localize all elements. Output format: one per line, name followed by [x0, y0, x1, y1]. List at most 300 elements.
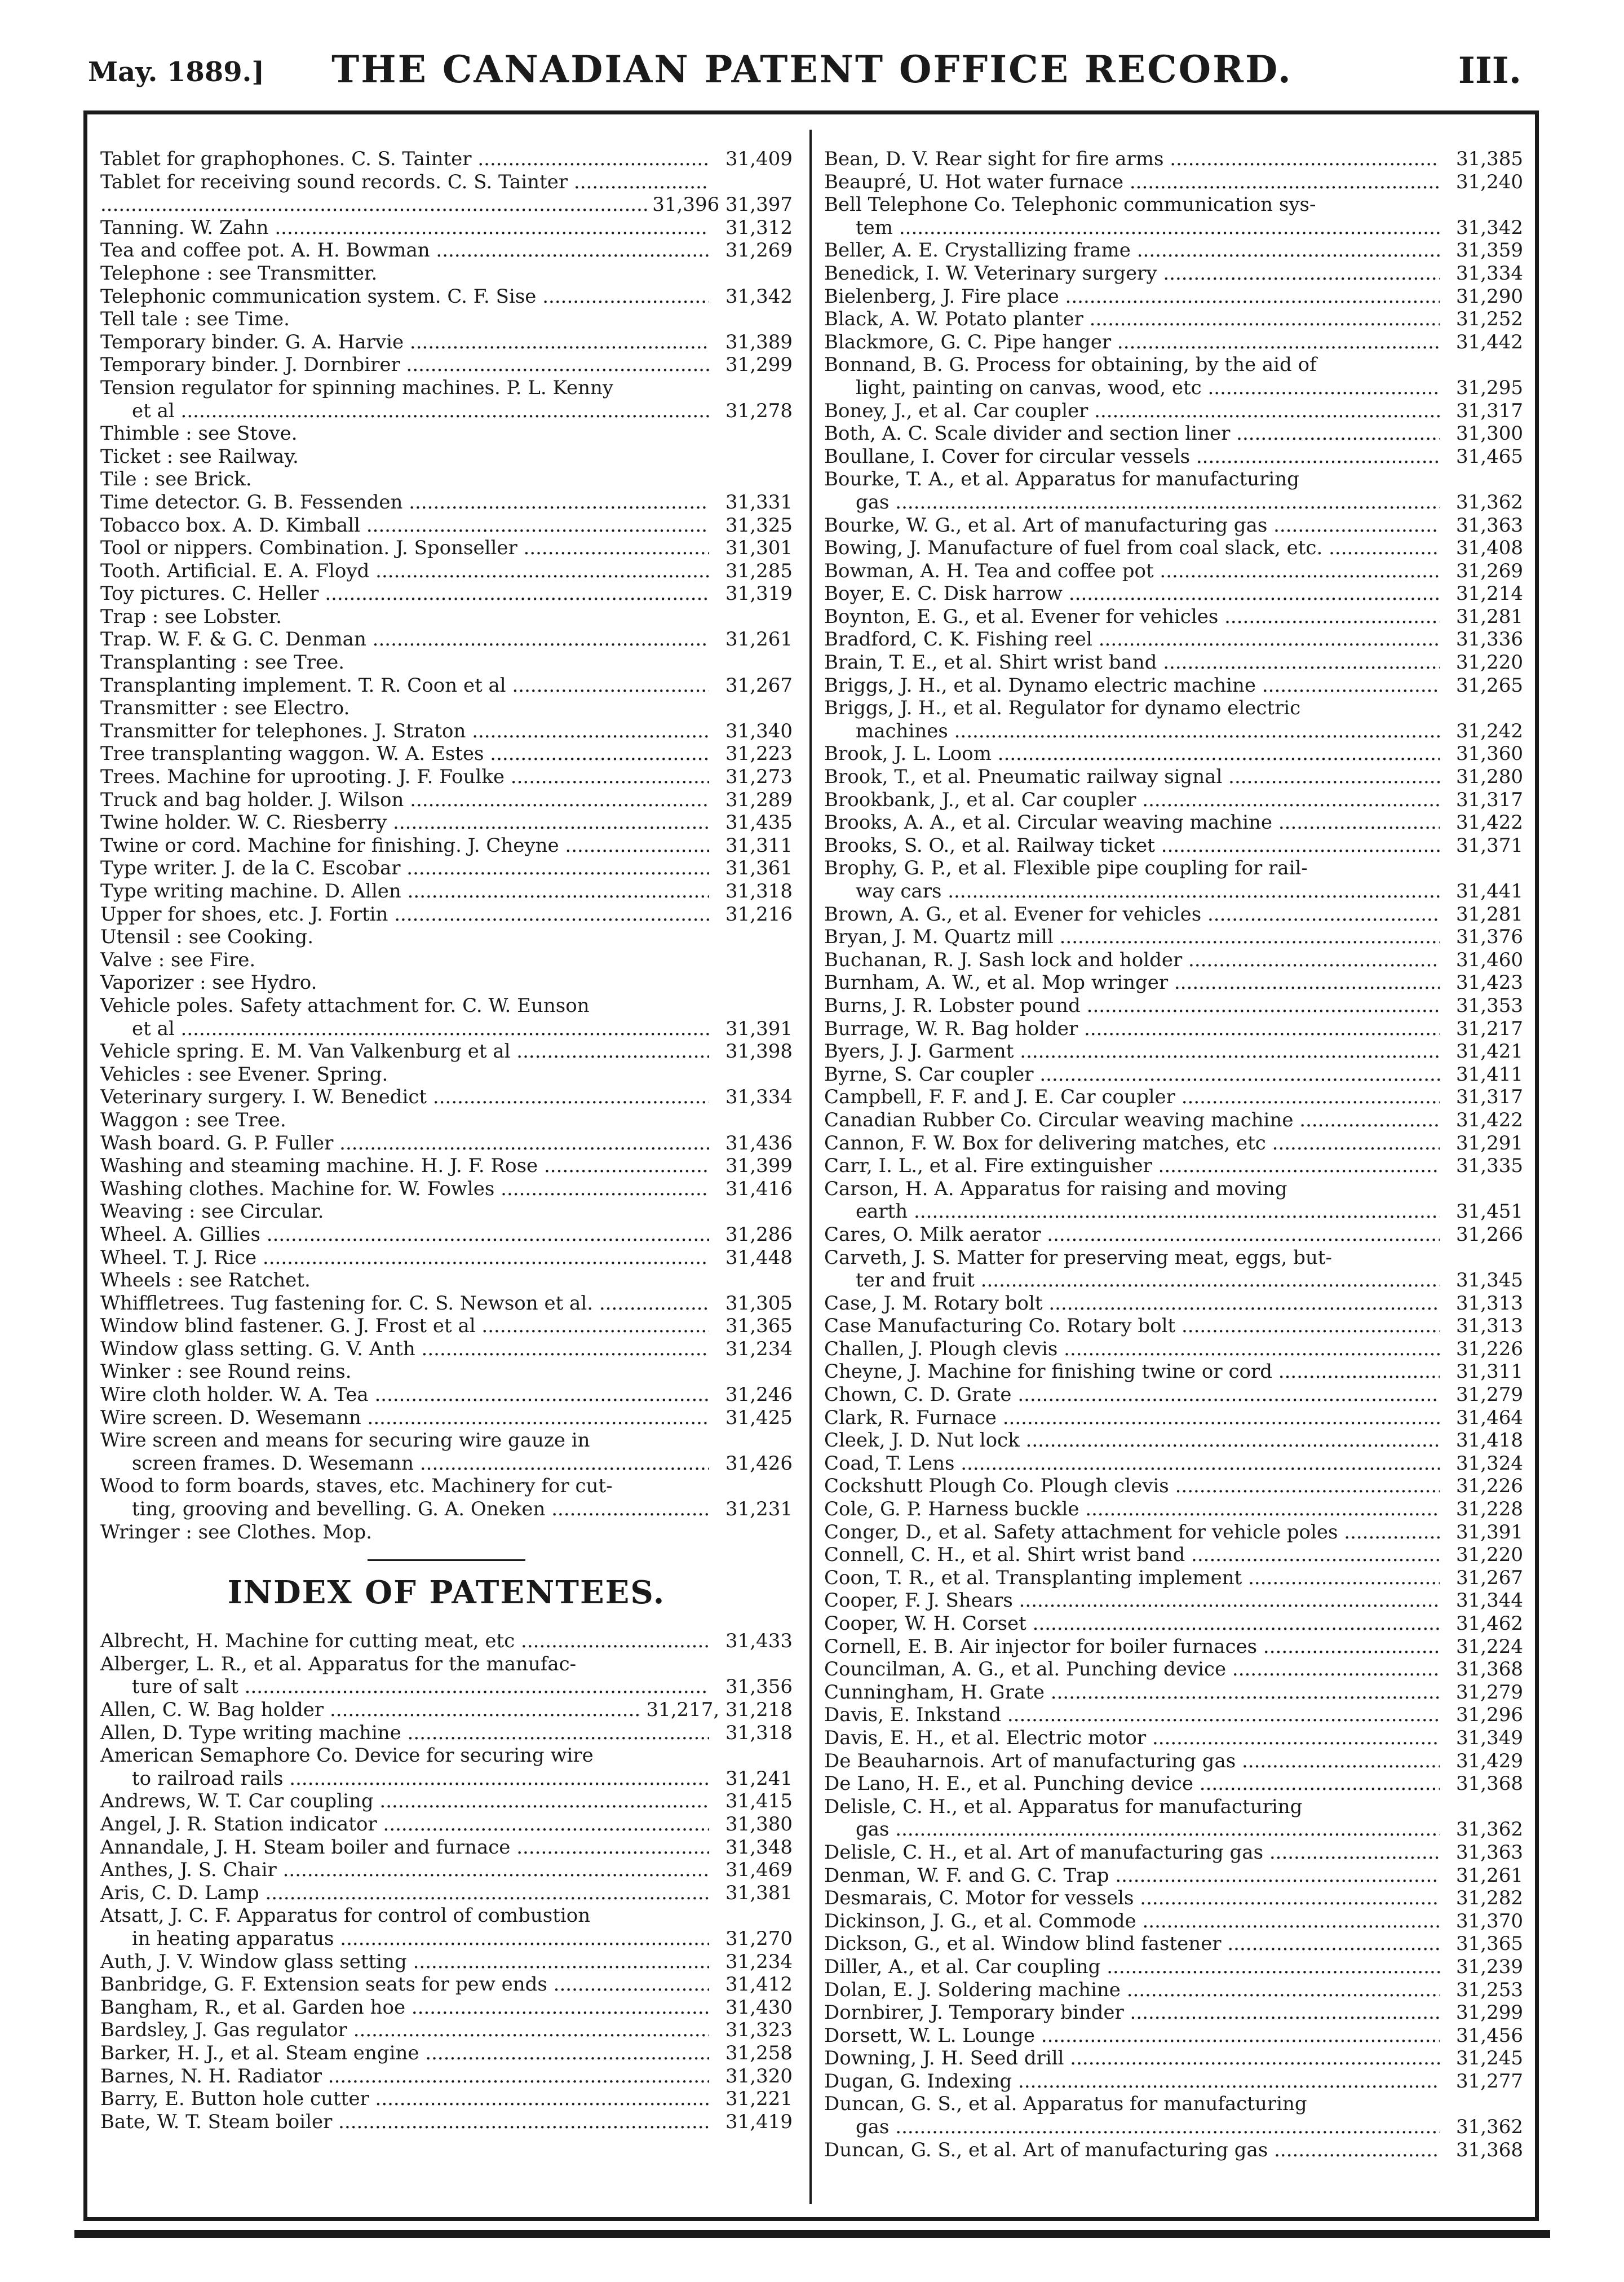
entry-text: Campbell, F. F. and J. E. Car coupler ..... — [824, 1086, 1440, 1109]
entry-text: Transmitter for telephones. J. Straton ..... — [100, 720, 709, 743]
index-entry — [100, 148, 793, 171]
entry-text: Cheyne, J. Machine for finishing twine or cord ..... — [824, 1360, 1440, 1383]
patent-number: 31,356 — [725, 1675, 793, 1699]
patent-number: 31,361 — [725, 857, 793, 880]
index-entry — [824, 1040, 1523, 1063]
index-entry — [100, 1018, 793, 1041]
patent-number: 31,291 — [1456, 1131, 1523, 1155]
index-entry — [100, 2111, 793, 2134]
index-entry — [824, 537, 1523, 560]
entry-text: Boynton, E. G., et al. Evener for vehicles ..... — [824, 605, 1440, 629]
index-entry — [100, 1790, 793, 1813]
patent-number: 31,252 — [1456, 308, 1523, 331]
entry-text: Twine or cord. Machine for finishing. J. Cheyne ..... — [100, 834, 709, 857]
entry-text: Cooper, W. H. Corset ..... — [824, 1612, 1440, 1635]
index-entry — [824, 1841, 1523, 1864]
index-entry — [100, 674, 793, 697]
entry-text: Vehicle spring. E. M. Van Valkenburg et al ..... — [100, 1040, 709, 1063]
index-entry — [824, 2024, 1523, 2047]
index-entry — [824, 1452, 1523, 1475]
patent-number: 31,320 — [725, 2064, 793, 2088]
index-entry — [824, 1544, 1523, 1567]
entry-text: Bate, W. T. Steam boiler ..... — [100, 2111, 709, 2134]
patent-number: 31,269 — [1456, 559, 1523, 582]
index-entry — [100, 1951, 793, 1974]
patent-number: 31,323 — [725, 2019, 793, 2042]
index-entry — [824, 285, 1523, 308]
entry-text: ture of salt ..... — [132, 1675, 709, 1699]
patent-number: 31,299 — [1456, 2001, 1523, 2024]
entry-text: Andrews, W. T. Car coupling ..... — [100, 1790, 709, 1813]
entry-text: light, painting on canvas, wood, etc ..... — [856, 377, 1440, 400]
patent-number: 31,342 — [725, 285, 793, 308]
index-entry — [824, 1132, 1523, 1155]
index-entry — [100, 742, 793, 766]
index-entry — [100, 1383, 793, 1407]
patent-number: 31,286 — [725, 1223, 793, 1246]
entry-text: Telephonic communication system. C. F. Sise ..... — [100, 285, 709, 308]
index-entry — [824, 1589, 1523, 1612]
patent-number: 31,278 — [725, 399, 793, 422]
entry-text: Temporary binder. J. Dornbirer ..... — [100, 353, 709, 377]
index-entry-line: Bourke, T. A., et al. Apparatus for manufacturing — [824, 468, 1299, 491]
index-entry — [824, 1498, 1523, 1521]
patent-number: 31,325 — [725, 514, 793, 537]
entry-text: Boney, J., et al. Car coupler ..... — [824, 400, 1440, 423]
index-entry — [824, 903, 1523, 926]
entry-text: Trees. Machine for uprooting. J. F. Foulke ..... — [100, 766, 709, 789]
index-entry — [824, 880, 1523, 903]
entry-text: ting, grooving and bevelling. G. A. Oneken ..... — [132, 1498, 709, 1521]
index-entry-line: Transplanting : see Tree. — [100, 651, 345, 674]
entry-text: Case, J. M. Rotary bolt ..... — [824, 1292, 1440, 1315]
patent-number: 31,280 — [1456, 766, 1523, 789]
index-entry — [824, 834, 1523, 857]
index-entry — [824, 308, 1523, 331]
entry-text: Whiffletrees. Tug fastening for. C. S. Newson et al. ..... — [100, 1292, 709, 1315]
entry-text: Bowing, J. Manufacture of fuel from coal slack, etc. ..... — [824, 537, 1440, 560]
page-header — [0, 35, 1624, 97]
index-entry — [100, 1722, 793, 1745]
index-entry — [100, 491, 793, 514]
entry-text: Canadian Rubber Co. Circular weaving machine ..... — [824, 1109, 1440, 1132]
index-entry — [824, 1063, 1523, 1086]
index-entry — [100, 1859, 793, 1882]
patent-number: 31,281 — [1456, 903, 1523, 926]
patent-number: 31,258 — [725, 2041, 793, 2064]
index-entry — [100, 1086, 793, 1109]
patent-number: 31,240 — [1456, 170, 1523, 193]
entry-text: Tea and coffee pot. A. H. Bowman ..... — [100, 239, 709, 262]
patent-number: 31,273 — [725, 766, 793, 789]
patent-number: 31,318 — [725, 880, 793, 903]
entry-text: Brookbank, J., et al. Car coupler ..... — [824, 789, 1440, 812]
subject-index-list — [100, 148, 793, 1544]
patent-number: 31,245 — [1456, 2047, 1523, 2070]
entry-text: gas ..... — [856, 1818, 1440, 1841]
page-number: III. — [1458, 50, 1521, 92]
entry-text: Washing clothes. Machine for. W. Fowles ..... — [100, 1178, 709, 1201]
entry-text: in heating apparatus ..... — [132, 1927, 709, 1951]
patent-number: 31,226 — [1456, 1475, 1523, 1498]
index-entry — [824, 171, 1523, 194]
index-entry — [824, 1521, 1523, 1544]
entry-text: Beaupré, U. Hot water furnace ..... — [824, 171, 1440, 194]
entry-text: gas ..... — [856, 491, 1440, 514]
index-entry — [824, 605, 1523, 629]
entry-text: Truck and bag holder. J. Wilson ..... — [100, 789, 709, 812]
patent-number: 31,334 — [1456, 262, 1523, 285]
index-entry — [100, 239, 793, 262]
patent-number: 31,370 — [1456, 1909, 1523, 1932]
patent-number: 31,281 — [1456, 605, 1523, 628]
entry-text: Case Manufacturing Co. Rotary bolt ..... — [824, 1315, 1440, 1338]
patent-number: 31,419 — [725, 2110, 793, 2133]
patent-number: 31,421 — [1456, 1040, 1523, 1063]
patent-number: 31,261 — [1456, 1864, 1523, 1887]
index-entry — [824, 2001, 1523, 2024]
index-entry — [100, 2088, 793, 2111]
patent-number: 31,270 — [725, 1927, 793, 1950]
entry-text: Allen, D. Type writing machine ..... — [100, 1722, 709, 1745]
entry-text: Benedick, I. W. Veterinary surgery ..... — [824, 262, 1440, 285]
entry-text: Wire screen. D. Wesemann ..... — [100, 1407, 709, 1430]
entry-text: Delisle, C. H., et al. Art of manufacturing gas ..... — [824, 1841, 1440, 1864]
entry-text: Angel, J. R. Station indicator ..... — [100, 1813, 709, 1836]
patent-number: 31,313 — [1456, 1292, 1523, 1315]
index-entry — [824, 1429, 1523, 1452]
patent-number: 31,408 — [1456, 537, 1523, 560]
index-entry — [824, 1864, 1523, 1887]
patent-number: 31,242 — [1456, 719, 1523, 742]
entry-text: Aris, C. D. Lamp ..... — [100, 1882, 709, 1905]
entry-text: Duncan, G. S., et al. Art of manufacturing gas ..... — [824, 2139, 1440, 2162]
patent-number: 31,349 — [1456, 1726, 1523, 1749]
index-entry — [100, 720, 793, 743]
index-entry — [824, 651, 1523, 674]
index-entry — [824, 239, 1523, 262]
index-entry-line: Delisle, C. H., et al. Apparatus for manufacturing — [824, 1795, 1303, 1818]
index-entry — [100, 2042, 793, 2065]
patent-number: 31,460 — [1456, 948, 1523, 971]
entry-text: Barry, E. Button hole cutter ..... — [100, 2088, 709, 2111]
index-entry — [824, 400, 1523, 423]
patent-number: 31,422 — [1456, 1108, 1523, 1131]
index-entry — [100, 1040, 793, 1063]
entry-text: Beller, A. E. Crystallizing frame ..... — [824, 239, 1440, 262]
patent-number: 31,451 — [1456, 1200, 1523, 1223]
left-column — [100, 148, 793, 2133]
entry-text: Trap. W. F. & G. C. Denman ..... — [100, 628, 709, 651]
patent-number: 31,415 — [725, 1790, 793, 1813]
patent-number: 31,362 — [1456, 1818, 1523, 1841]
patent-number: 31,340 — [725, 719, 793, 742]
entry-text: Challen, J. Plough clevis ..... — [824, 1338, 1440, 1361]
patent-number: 31,313 — [1456, 1315, 1523, 1338]
entry-text: Time detector. G. B. Fessenden ..... — [100, 491, 709, 514]
entry-text: Bourke, W. G., et al. Art of manufacturing gas ..... — [824, 514, 1440, 537]
index-entry — [824, 377, 1523, 400]
patent-number: 31,285 — [725, 559, 793, 582]
entry-text: Type writing machine. D. Allen ..... — [100, 880, 709, 903]
index-entry-line: Tension regulator for spinning machines. P. L. Kenny — [100, 376, 614, 399]
index-entry — [824, 2116, 1523, 2139]
entry-text: Dorsett, W. L. Lounge ..... — [824, 2024, 1440, 2047]
entry-text: Briggs, J. H., et al. Dynamo electric machine ..... — [824, 674, 1440, 697]
index-entry-line: Carveth, J. S. Matter for preserving meat, eggs, but- — [824, 1246, 1332, 1269]
index-entry — [824, 1704, 1523, 1727]
patent-number: 31,429 — [1456, 1749, 1523, 1772]
patent-number: 31,380 — [725, 1812, 793, 1836]
index-entry — [824, 1155, 1523, 1178]
index-entry — [100, 1292, 793, 1315]
entry-text: Councilman, A. G., et al. Punching device ..... — [824, 1658, 1440, 1681]
index-entry — [824, 1635, 1523, 1659]
entry-text: Boyer, E. C. Disk harrow ..... — [824, 582, 1440, 605]
index-entry — [824, 1772, 1523, 1795]
patent-number: 31,430 — [725, 1996, 793, 2019]
entry-text: Cares, O. Milk aerator ..... — [824, 1223, 1440, 1246]
entry-text: machines ..... — [856, 720, 1440, 743]
patent-number: 31,296 — [1456, 1704, 1523, 1727]
entry-text: ter and fruit ..... — [856, 1269, 1440, 1292]
entry-text: Washing and steaming machine. H. J. F. Rose ..... — [100, 1155, 709, 1178]
patent-number: 31,462 — [1456, 1612, 1523, 1635]
index-entry — [824, 1475, 1523, 1498]
patent-number: 31,363 — [1456, 1841, 1523, 1864]
index-entry — [100, 1813, 793, 1836]
entry-text: Banbridge, G. F. Extension seats for pew ends ..... — [100, 1973, 709, 1996]
patent-number: 31,362 — [1456, 490, 1523, 514]
index-entry — [824, 2047, 1523, 2070]
index-entry — [100, 1407, 793, 1430]
patent-number: 31,301 — [725, 537, 793, 560]
entry-text: earth ..... — [856, 1200, 1440, 1223]
patent-number: 31,221 — [725, 2088, 793, 2111]
index-entry-line: Bonnand, B. G. Process for obtaining, by the aid of — [824, 353, 1317, 377]
entry-text: Tobacco box. A. D. Kimball ..... — [100, 514, 709, 537]
index-entry-line: Vehicle poles. Safety attachment for. C. W. Eunson — [100, 994, 590, 1017]
index-entry — [100, 353, 793, 377]
index-entry — [824, 994, 1523, 1018]
right-column — [824, 148, 1523, 2161]
entry-text: Desmarais, C. Motor for vessels ..... — [824, 1887, 1440, 1910]
index-entry-line: Alberger, L. R., et al. Apparatus for the manufac- — [100, 1652, 577, 1675]
entry-text: Denman, W. F. and G. C. Trap ..... — [824, 1864, 1440, 1887]
patent-number: 31,220 — [1456, 651, 1523, 674]
entry-text: Wheel. A. Gillies ..... — [100, 1223, 709, 1246]
entry-text: Cleek, J. D. Nut lock ..... — [824, 1429, 1440, 1452]
entry-text: Brooks, A. A., et al. Circular weaving machine ..... — [824, 811, 1440, 834]
index-entry — [100, 514, 793, 537]
entry-text: Dickinson, J. G., et al. Commode ..... — [824, 1910, 1440, 1933]
index-entry-line: Weaving : see Circular. — [100, 1200, 324, 1223]
patent-number: 31,261 — [725, 628, 793, 651]
patent-number: 31,265 — [1456, 674, 1523, 697]
entry-text: Brain, T. E., et al. Shirt wrist band ..... — [824, 651, 1440, 674]
index-entry — [100, 1498, 793, 1521]
index-entry — [824, 926, 1523, 949]
index-entry — [824, 811, 1523, 834]
index-entry — [100, 216, 793, 240]
patent-number: 31,241 — [725, 1767, 793, 1790]
index-entry — [824, 1910, 1523, 1933]
entry-text: Dornbirer, J. Temporary binder ..... — [824, 2001, 1440, 2024]
entry-text: Wash board. G. P. Fuller ..... — [100, 1132, 709, 1155]
entry-text: Both, A. C. Scale divider and section liner ..... — [824, 422, 1440, 445]
index-entry — [100, 834, 793, 857]
entry-text: Bowman, A. H. Tea and coffee pot ..... — [824, 560, 1440, 583]
index-entry — [100, 811, 793, 834]
entry-text: Brooks, S. O., et al. Railway ticket ..... — [824, 834, 1440, 857]
entry-text: Bradford, C. K. Fishing reel ..... — [824, 628, 1440, 651]
issue-date: May. 1889.] — [88, 56, 265, 88]
index-entry — [100, 1246, 793, 1270]
index-entry — [824, 628, 1523, 651]
index-entry-line: Brophy, G. P., et al. Flexible pipe coupling for rail- — [824, 857, 1308, 880]
patent-number: 31,317 — [1456, 399, 1523, 422]
patent-number: 31,442 — [1456, 330, 1523, 353]
index-entry — [824, 720, 1523, 743]
entry-text: Bean, D. V. Rear sight for fire arms ..... — [824, 148, 1440, 171]
entry-text: Chown, C. D. Grate ..... — [824, 1383, 1440, 1407]
patent-number: 31,290 — [1456, 285, 1523, 308]
patent-number: 31,331 — [725, 490, 793, 514]
index-entry — [824, 1932, 1523, 1956]
patent-number: 31,345 — [1456, 1269, 1523, 1292]
index-entry — [100, 1132, 793, 1155]
patent-number: 31,312 — [725, 216, 793, 239]
patent-number: 31,279 — [1456, 1680, 1523, 1704]
patent-number: 31,464 — [1456, 1406, 1523, 1429]
index-entry — [100, 880, 793, 903]
patent-number: 31,448 — [725, 1246, 793, 1269]
patent-number: 31,295 — [1456, 376, 1523, 399]
index-entry — [100, 1973, 793, 1996]
entry-text: Cole, G. P. Harness buckle ..... — [824, 1498, 1440, 1521]
patent-number: 31,456 — [1456, 2024, 1523, 2047]
entry-text: Brown, A. G., et al. Evener for vehicles ..... — [824, 903, 1440, 926]
index-entry — [824, 262, 1523, 285]
index-entry-line: Telephone : see Transmitter. — [100, 262, 378, 285]
patent-number: 31,234 — [725, 1337, 793, 1360]
entry-text: tem ..... — [856, 216, 1440, 240]
index-entry-line: Winker : see Round reins. — [100, 1360, 352, 1383]
index-entry — [824, 1360, 1523, 1383]
entry-text: Cockshutt Plough Co. Plough clevis ..... — [824, 1475, 1440, 1498]
index-entry-line: Valve : see Fire. — [100, 948, 256, 971]
entry-text: et al ..... — [132, 400, 709, 423]
index-entry — [100, 537, 793, 560]
index-entry — [100, 1630, 793, 1653]
patent-number: 31,371 — [1456, 834, 1523, 857]
index-entry — [824, 1956, 1523, 1979]
index-entry — [100, 2019, 793, 2042]
entry-text: Barnes, N. H. Radiator ..... — [100, 2065, 709, 2088]
index-entry — [824, 971, 1523, 994]
index-entry — [100, 560, 793, 583]
index-entry — [824, 1018, 1523, 1041]
patent-number: 31,391 — [1456, 1520, 1523, 1544]
patent-number: 31,416 — [725, 1177, 793, 1200]
index-entry — [824, 1383, 1523, 1407]
patent-number: 31,426 — [725, 1452, 793, 1475]
index-entry — [824, 422, 1523, 445]
index-entry-line: Wood to form boards, staves, etc. Machinery for cut- — [100, 1475, 613, 1498]
index-entry — [100, 1996, 793, 2019]
index-entry — [100, 1452, 793, 1475]
index-entry — [100, 1223, 793, 1246]
entry-text: Twine holder. W. C. Riesberry ..... — [100, 811, 709, 834]
index-entry — [824, 1223, 1523, 1246]
patent-number: 31,362 — [1456, 2116, 1523, 2139]
index-entry-line: Vehicles : see Evener. Spring. — [100, 1063, 388, 1086]
index-entry — [824, 1612, 1523, 1635]
patent-number: 31,398 — [725, 1040, 793, 1063]
index-entry-line: Vaporizer : see Hydro. — [100, 971, 317, 994]
entry-text: Toy pictures. C. Heller ..... — [100, 582, 709, 605]
entry-text: Buchanan, R. J. Sash lock and holder ..... — [824, 949, 1440, 972]
patent-number: 31,348 — [725, 1836, 793, 1859]
patent-number: 31,385 — [1456, 148, 1523, 170]
entry-text: Annandale, J. H. Steam boiler and furnace ..... — [100, 1836, 709, 1859]
entry-text: Upper for shoes, etc. J. Fortin ..... — [100, 903, 709, 926]
patent-number — [709, 171, 793, 194]
patent-number: 31,365 — [1456, 1932, 1523, 1956]
index-entry — [100, 400, 793, 423]
patent-number: 31,282 — [1456, 1887, 1523, 1910]
entry-text: Dickson, G., et al. Window blind fastener ..... — [824, 1932, 1440, 1956]
entry-text: Burnham, A. W., et al. Mop wringer ..... — [824, 971, 1440, 994]
index-entry — [824, 1200, 1523, 1223]
patent-number: 31,412 — [725, 1973, 793, 1996]
entry-text: Conger, D., et al. Safety attachment for vehicle poles ..... — [824, 1521, 1440, 1544]
patent-number: 31,360 — [1456, 742, 1523, 766]
entry-text: Bryan, J. M. Quartz mill ..... — [824, 926, 1440, 949]
patent-number: 31,214 — [1456, 582, 1523, 605]
bottom-rule — [74, 2230, 1550, 2238]
index-entry — [100, 582, 793, 605]
index-entry — [824, 1681, 1523, 1704]
patent-number: 31,436 — [725, 1131, 793, 1155]
index-entry — [824, 148, 1523, 171]
entry-text: Burrage, W. R. Bag holder ..... — [824, 1018, 1440, 1041]
patent-number: 31,336 — [1456, 628, 1523, 651]
entry-text: Wheel. T. J. Rice ..... — [100, 1246, 709, 1270]
index-entry-line: Duncan, G. S., et al. Apparatus for manufacturing — [824, 2093, 1307, 2116]
entry-text: Anthes, J. S. Chair ..... — [100, 1859, 709, 1882]
entry-text: Downing, J. H. Seed drill ..... — [824, 2047, 1440, 2070]
index-entry-line: Wringer : see Clothes. Mop. — [100, 1520, 373, 1544]
entry-text: De Lano, H. E., et al. Punching device ..... — [824, 1772, 1440, 1795]
entry-text: screen frames. D. Wesemann ..... — [132, 1452, 709, 1475]
patent-number: 31,311 — [1456, 1360, 1523, 1383]
index-entry — [100, 1927, 793, 1951]
patent-number: 31,359 — [1456, 239, 1523, 262]
patent-number: 31,425 — [725, 1406, 793, 1429]
entry-text: Window blind fastener. G. J. Frost et al ..... — [100, 1315, 709, 1338]
index-entry — [824, 1292, 1523, 1315]
index-entry — [824, 1407, 1523, 1430]
entry-text: Tablet for graphophones. C. S. Tainter ..... — [100, 148, 709, 171]
index-entry — [100, 766, 793, 789]
patent-number: 31,342 — [1456, 216, 1523, 239]
patent-number: 31,317 — [1456, 788, 1523, 811]
index-entry — [824, 1315, 1523, 1338]
index-entry — [824, 742, 1523, 766]
patent-number: 31,226 — [1456, 1337, 1523, 1360]
publication-title: THE CANADIAN PATENT OFFICE RECORD. — [331, 47, 1293, 91]
